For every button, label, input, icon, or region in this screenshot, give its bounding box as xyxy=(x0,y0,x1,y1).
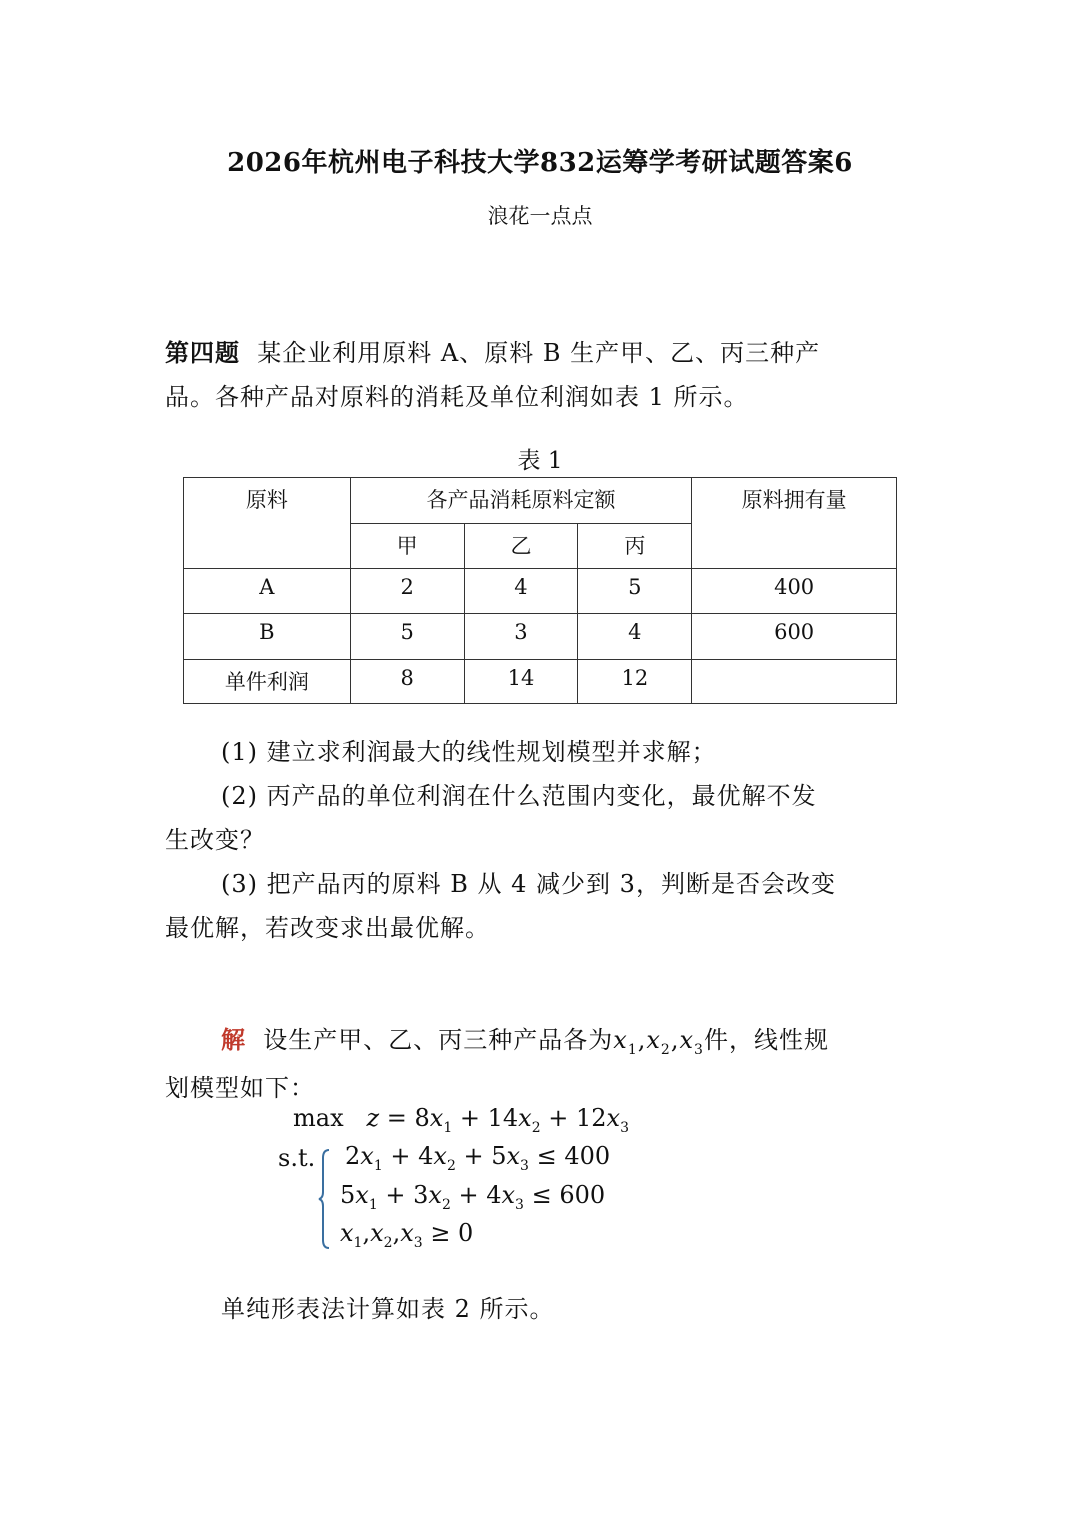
cell-stock: 600 xyxy=(692,614,897,660)
header-stock: 原料拥有量 xyxy=(692,478,897,569)
row-name: B xyxy=(184,614,351,660)
problem-label: 第四题 xyxy=(165,338,240,367)
question-1: (1) 建立求利润最大的线性规划模型并求解； xyxy=(221,738,717,766)
constraint-2: $5x_1 + 3x_2 + 4x_3 \le 600$ xyxy=(340,1181,606,1213)
question-2-line-2: 生改变？ xyxy=(165,826,265,854)
constraint-1: $2x_1 + 4x_2 + 5x_3 \le 400$ xyxy=(345,1142,611,1174)
st-keyword: s.t. xyxy=(278,1144,316,1172)
objective-function: max $z = 8x_1 + 14x_2 + 12x_3$ xyxy=(293,1104,630,1136)
problem-line-2: 品。各种产品对原料的消耗及单位利润如表 1 所示。 xyxy=(165,383,749,411)
cell-value: 4 xyxy=(578,614,692,660)
question-2-line-1: (2) 丙产品的单位利润在什么范围内变化，最优解不发 xyxy=(221,782,817,810)
solution-label: 解 xyxy=(221,1025,246,1054)
row-name: A xyxy=(184,569,351,614)
cell-value: 5 xyxy=(350,614,464,660)
problem-statement xyxy=(165,331,917,419)
table-caption: 表 1 xyxy=(517,448,563,474)
cell-value: 14 xyxy=(464,660,578,704)
consumption-table xyxy=(183,477,897,704)
table-row xyxy=(184,569,897,614)
product-header: 甲 xyxy=(350,524,464,569)
header-material: 原料 xyxy=(184,478,351,569)
cell-value: 4 xyxy=(464,569,578,614)
cell-stock xyxy=(692,660,897,704)
cell-value: 5 xyxy=(578,569,692,614)
solution-intro-b: 件，线性规 xyxy=(703,1026,829,1054)
product-header: 乙 xyxy=(464,524,578,569)
question-3-line-2: 最优解，若改变求出最优解。 xyxy=(165,914,490,942)
cell-value: 12 xyxy=(578,660,692,704)
solution-line-2: 划模型如下： xyxy=(165,1074,315,1102)
variables-expression: $x_1,x_2,x_3$ xyxy=(613,1026,704,1058)
questions xyxy=(165,730,917,950)
cell-value: 8 xyxy=(350,660,464,704)
left-brace-icon xyxy=(318,1148,330,1250)
document-title: 2026年杭州电子科技大学832运筹学考研试题答案6 xyxy=(227,148,853,178)
cell-value: 3 xyxy=(464,614,578,660)
row-name: 单件利润 xyxy=(184,660,351,704)
closing-line: 单纯形表法计算如表 2 所示。 xyxy=(221,1295,555,1323)
header-quota: 各产品消耗原料定额 xyxy=(350,478,692,524)
max-keyword: max xyxy=(293,1104,344,1132)
solution-intro xyxy=(165,1018,917,1110)
cell-value: 2 xyxy=(350,569,464,614)
table-row xyxy=(184,660,897,704)
author-name: 浪花一点点 xyxy=(487,204,593,228)
solution-intro-a: 设生产甲、乙、丙三种产品各为 xyxy=(263,1026,614,1054)
table-row xyxy=(184,614,897,660)
question-3-line-1: (3) 把产品丙的原料 B 从 4 减少到 3，判断是否会改变 xyxy=(221,870,836,898)
problem-line-1: 某企业利用原料 A、原料 B 生产甲、乙、丙三种产 xyxy=(257,339,821,367)
product-header: 丙 xyxy=(578,524,692,569)
cell-stock: 400 xyxy=(692,569,897,614)
constraint-3: $x_1,x_2,x_3 \ge 0$ xyxy=(340,1219,474,1251)
